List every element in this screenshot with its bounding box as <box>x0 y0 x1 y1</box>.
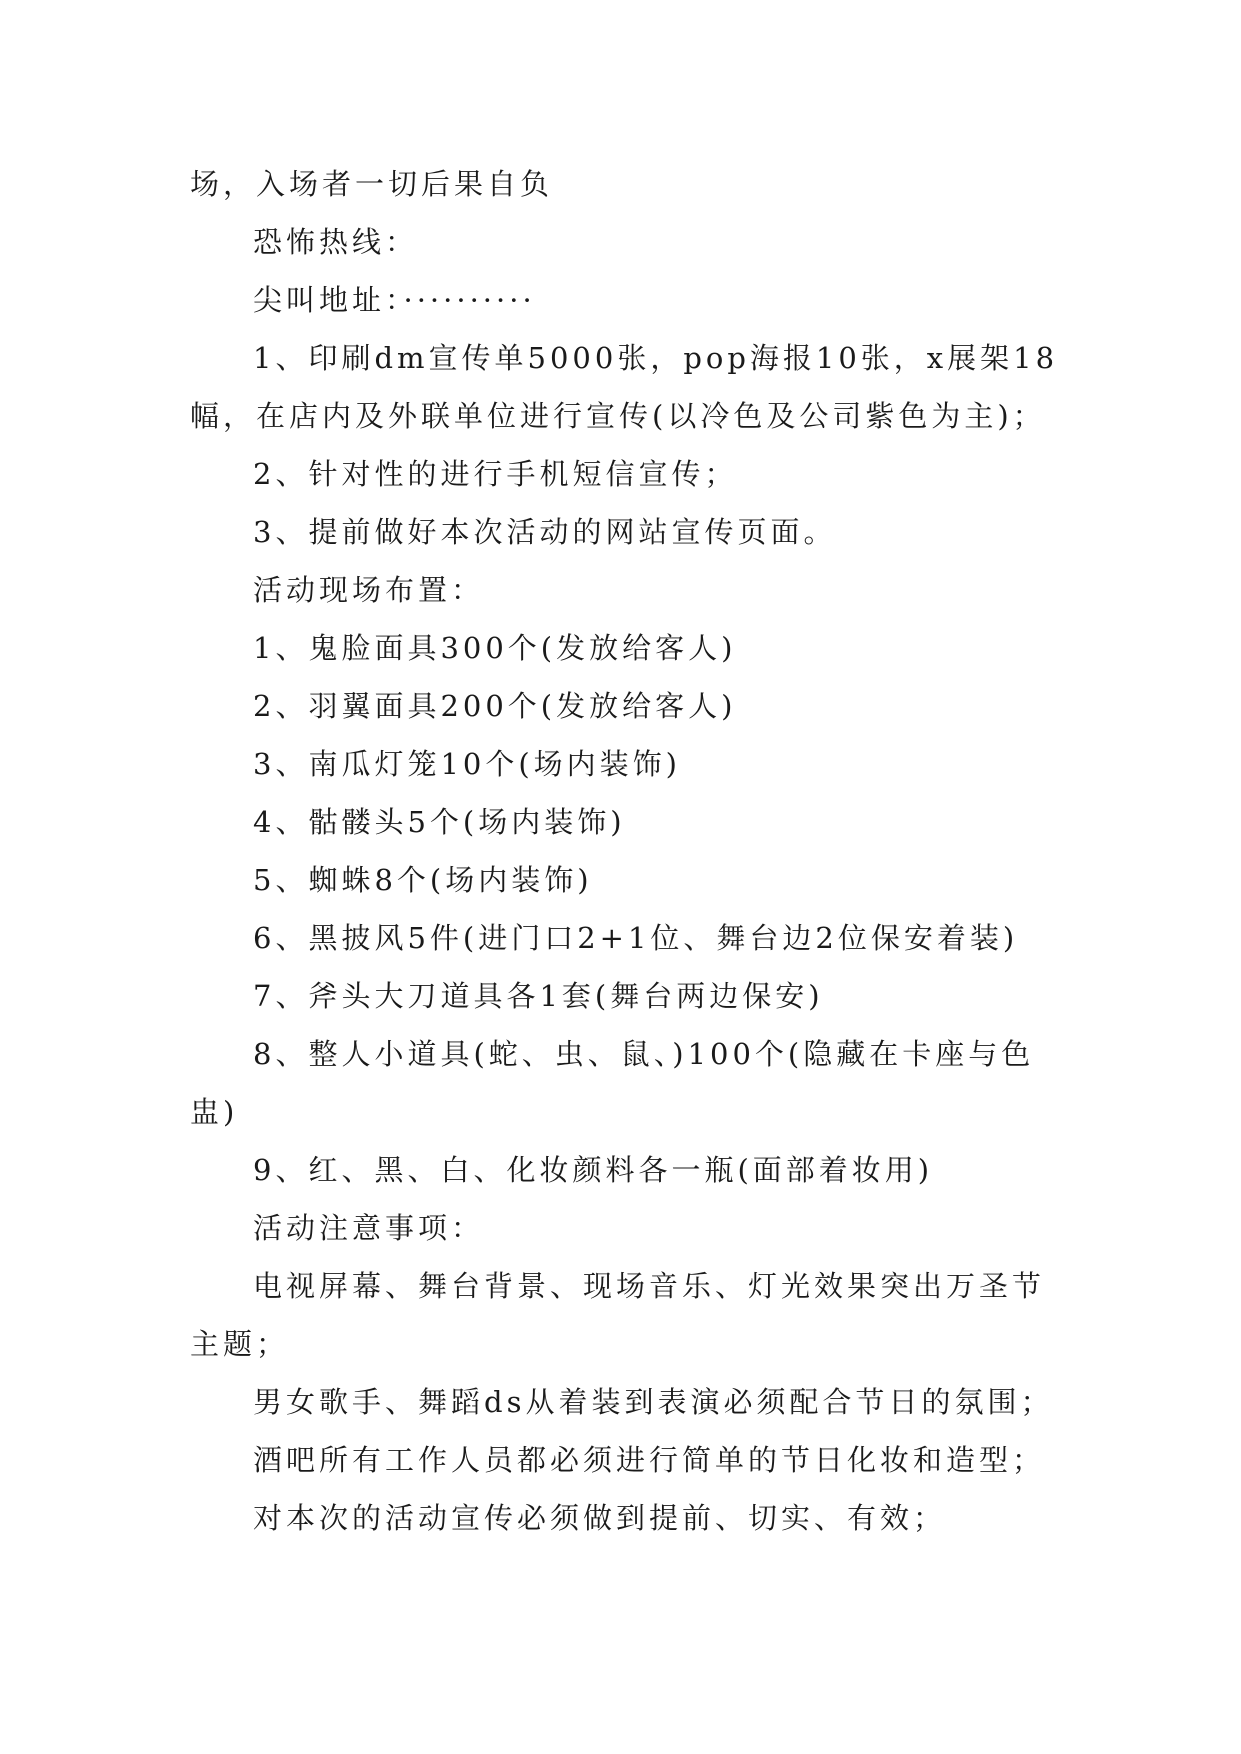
text-line: 电视屏幕、舞台背景、现场音乐、灯光效果突出万圣节 <box>253 1269 1046 1303</box>
text-line: 5、蜘蛛8个(场内装饰) <box>253 863 593 897</box>
text-line: 2、针对性的进行手机短信宣传； <box>253 457 738 491</box>
text-line: 2、羽翼面具200个(发放给客人) <box>253 689 737 723</box>
text-line: 酒吧所有工作人员都必须进行简单的节日化妆和造型； <box>253 1443 1046 1477</box>
text-line: 1、印刷dm宣传单5000张，pop海报10张，x展架18 <box>253 341 1059 375</box>
text-line: 7、斧头大刀道具各1套(舞台两边保安) <box>253 979 824 1013</box>
text-line: 对本次的活动宣传必须做到提前、切实、有效； <box>253 1501 947 1535</box>
text-line: 6、黑披风5件(进门口2+1位、舞台边2位保安着装) <box>253 921 1019 955</box>
text-line: 3、提前做好本次活动的网站宣传页面。 <box>253 515 837 549</box>
text-line: 盅) <box>190 1095 239 1129</box>
text-line: 9、红、黑、白、化妆颜料各一瓶(面部着妆用) <box>253 1153 934 1187</box>
text-line: 主题； <box>190 1327 290 1361</box>
text-line: 幅，在店内及外联单位进行宣传(以冷色及公司紫色为主)； <box>190 399 1046 433</box>
text-line: 3、南瓜灯笼10个(场内装饰) <box>253 747 681 781</box>
text-line: 恐怖热线： <box>253 225 419 259</box>
text-line: 尖叫地址：·········· <box>253 283 536 317</box>
text-line: 8、整人小道具(蛇、虫、鼠、)100个(隐藏在卡座与色 <box>253 1037 1035 1071</box>
text-line: 男女歌手、舞蹈ds从着装到表演必须配合节日的氛围； <box>253 1385 1054 1419</box>
text-line: 场，入场者一切后果自负 <box>190 167 554 201</box>
text-line: 4、骷髅头5个(场内装饰) <box>253 805 626 839</box>
text-line: 活动注意事项： <box>253 1211 485 1245</box>
text-line: 1、鬼脸面具300个(发放给客人) <box>253 631 737 665</box>
text-line: 活动现场布置： <box>253 573 485 607</box>
